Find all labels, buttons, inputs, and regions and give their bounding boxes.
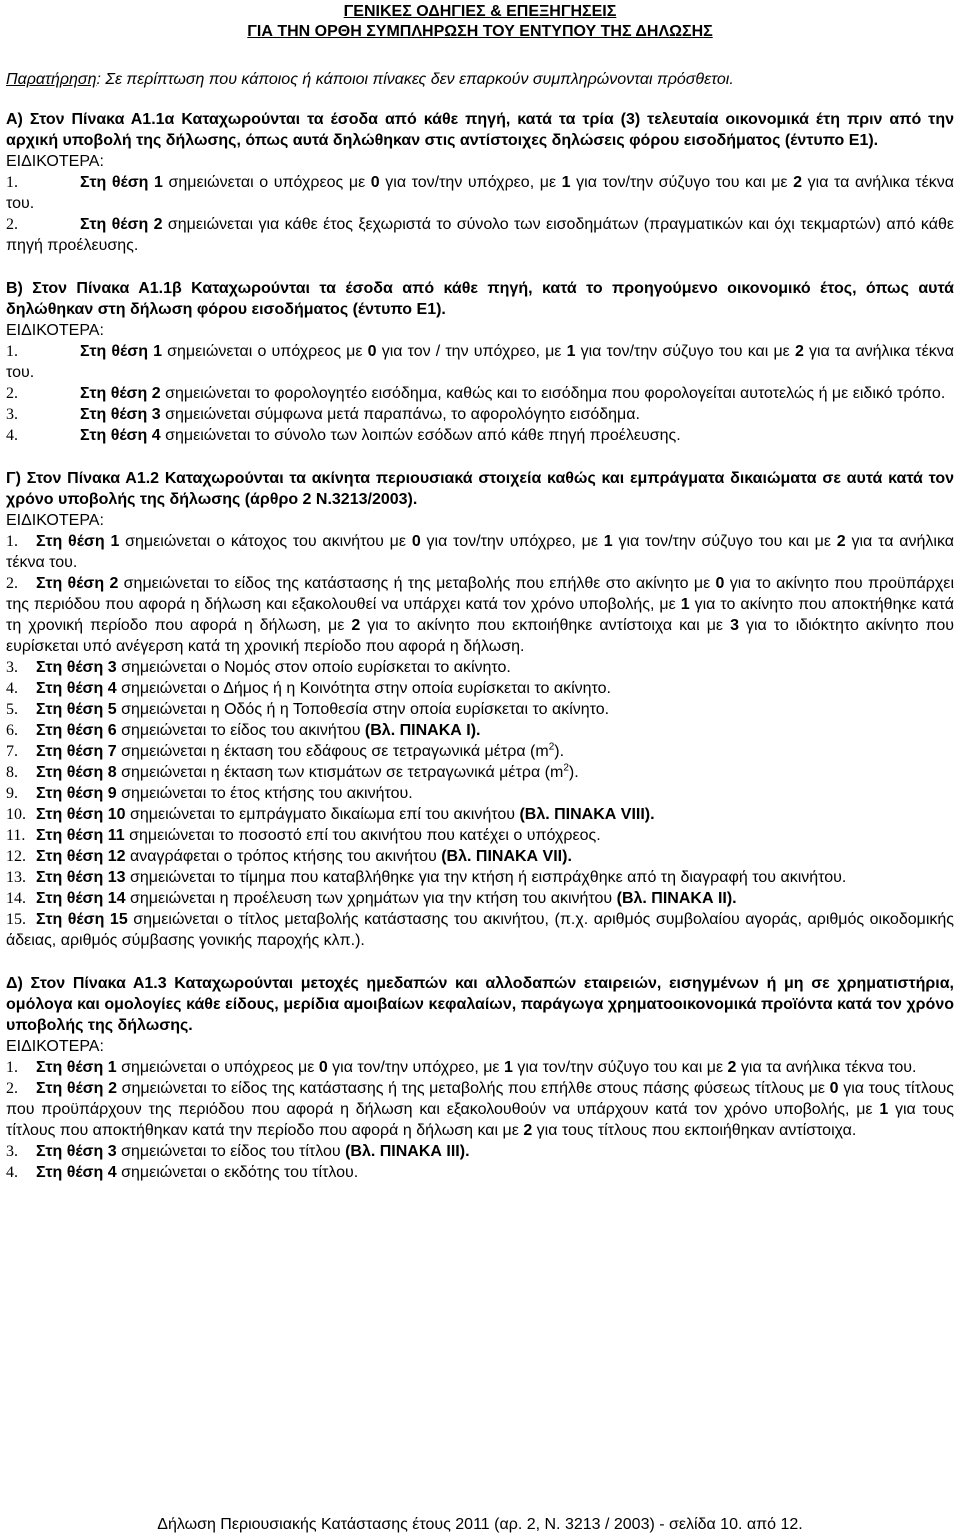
position-number: 4 [151, 427, 161, 444]
item-number: 1. [6, 343, 18, 360]
item-text: για τα ανήλικα τέκνα του. [6, 343, 954, 381]
item-number: 4. [6, 427, 18, 444]
superscript: 2 [563, 762, 569, 774]
item-number: 10. [6, 806, 26, 823]
bold-value: 1 [879, 1101, 889, 1118]
item-text: σημειώνεται σύμφωνα μετά παραπάνω, το αφορολόγητο εισόδημα. [160, 406, 640, 423]
bold-value: 1 [561, 174, 571, 191]
list-item [6, 825, 954, 846]
position-label: Στη θέση [36, 533, 105, 550]
position-label: Στη θέση [36, 1143, 104, 1160]
item-text: για τους τίτλους που προϋπάρχουν της περιόδου που αφορά η δήλωση και εξακολουθούν να υπάρχουν κατά τον χρόνο υποβολής, με [6, 1080, 955, 1118]
item-number: 12. [6, 848, 26, 865]
item-text: για τον/την υπόχρεο, με [379, 174, 562, 191]
position-label: Στη θέση [36, 743, 104, 760]
item-text: για τους τίτλους που αποκτήθηκαν κατά την περίοδο που αφορά η δήλωση και με [6, 1101, 954, 1139]
position-number: 12 [107, 848, 126, 865]
list-item [6, 172, 954, 214]
bold-value: (Βλ. ΠΙΝΑΚΑ ΙΙΙ). [345, 1143, 470, 1160]
position-number: 9 [107, 785, 117, 802]
list-item [6, 657, 954, 678]
item-text: ). [568, 764, 579, 781]
item-text: για τον/την σύζυγο του και με [512, 1059, 728, 1076]
list-item [6, 341, 954, 383]
item-text: ). [554, 743, 565, 760]
position-label: Στη θέση [36, 764, 104, 781]
superscript: 2 [548, 741, 555, 753]
bold-value: 1 [566, 343, 576, 360]
list-item [6, 741, 954, 762]
section-d-specific-label: ΕΙΔΙΚΟΤΕΡΑ: [6, 1038, 104, 1055]
header-subtitle: ΓΙΑ ΤΗΝ ΟΡΘΗ ΣΥΜΠΛΗΡΩΣΗ ΤΟΥ ΕΝΤΥΠΟΥ ΤΗΣ ΔΗΛΩΣΗΣ [247, 23, 713, 40]
section-c [6, 468, 954, 951]
section-c-items [6, 531, 954, 951]
bold-value: 2 [351, 617, 361, 634]
list-item [6, 699, 954, 720]
item-number: 9. [6, 785, 18, 802]
list-item [6, 214, 954, 256]
bold-value: (Βλ. ΠΙΝΑΚΑ Ι). [364, 722, 481, 739]
item-text: για το ακίνητο που προϋπάρχει της περιόδου που αφορά η δήλωση και εξακολουθεί να υπάρχει κατά τον χρόνο υποβολής, με [6, 575, 954, 613]
item-number: 3. [6, 406, 18, 423]
item-text: για τον/την υπόχρεο, με [327, 1059, 505, 1076]
item-number: 2. [6, 575, 18, 592]
list-item [6, 1078, 954, 1141]
list-item [6, 762, 954, 783]
position-number: 11 [107, 827, 125, 844]
position-label: Στη θέση [36, 1059, 104, 1076]
remark-text: : Σε περίπτωση που κάποιος ή κάποιοι πίνακες δεν επαρκούν συμπληρώνονται πρόσθετοι. [96, 71, 734, 88]
position-label: Στη θέση [36, 848, 104, 865]
list-item [6, 678, 954, 699]
bold-value: (Βλ. ΠΙΝΑΚΑ ΙΙ). [616, 890, 737, 907]
item-number: 2. [6, 385, 18, 402]
position-number: 2 [109, 575, 119, 592]
list-item [6, 888, 954, 909]
item-text: για τον/την υπόχρεο, με [420, 533, 604, 550]
bold-value: 2 [523, 1122, 533, 1139]
list-item [6, 846, 954, 867]
item-text: για το ακίνητο που εκποιήθηκε αντίστοιχα και με [360, 617, 731, 634]
remark-label: Παρατήρηση [6, 71, 97, 88]
section-d-intro: Δ) Στον Πίνακα Α1.3 Καταχωρούνται μετοχές ημεδαπών και αλλοδαπών εταιρειών, εισηγμένων ή μη σε χρηματιστήρια, ομόλογα και ομολογίες κάθε είδους, μερίδια αμοιβαίων κεφαλαίων, παράγωγα χρηματοοικονομικά προϊόντα κατά τον χρόνο υποβολής της δήλωσης. [6, 975, 954, 1034]
position-label: Στη θέση [80, 174, 149, 191]
bold-value: 1 [680, 596, 690, 613]
position-label: Στη θέση [36, 911, 105, 928]
bold-value: 2 [793, 174, 803, 191]
item-text: σημειώνεται η έκταση των κτισμάτων σε τετραγωνικά μέτρα (m [116, 764, 564, 781]
list-item [6, 804, 954, 825]
item-text: σημειώνεται η προέλευση των χρημάτων για την κτήση του ακινήτου [125, 890, 617, 907]
position-label: Στη θέση [36, 680, 104, 697]
item-number: 6. [6, 722, 18, 739]
position-label: Στη θέση [36, 1080, 104, 1097]
header-title: ΓΕΝΙΚΕΣ ΟΔΗΓΙΕΣ & ΕΠΕΞΗΓΗΣΕΙΣ [343, 3, 617, 20]
item-number: 1. [6, 1059, 18, 1076]
bold-value: 1 [603, 533, 613, 550]
position-number: 6 [107, 722, 117, 739]
bold-value: 0 [411, 533, 421, 550]
item-text: σημειώνεται το είδος του τίτλου [116, 1143, 346, 1160]
position-number: 14 [107, 890, 126, 907]
position-number: 4 [107, 680, 117, 697]
position-number: 15 [109, 911, 128, 928]
position-number: 1 [107, 1059, 117, 1076]
item-number: 1. [6, 533, 18, 550]
section-a-items [6, 172, 954, 256]
item-text: σημειώνεται ο υπόχρεος με [162, 343, 368, 360]
position-label: Στη θέση [36, 722, 104, 739]
item-text: σημειώνεται το εμπράγματο δικαίωμα επί του ακινήτου [125, 806, 520, 823]
item-text: σημειώνεται το τίμημα που καταβλήθηκε για την κτήση ή εισπράχθηκε από τη διαγραφή του ακινήτου. [125, 869, 847, 886]
position-number: 1 [110, 533, 120, 550]
list-item [6, 1141, 954, 1162]
position-label: Στη θέση [36, 659, 104, 676]
position-label: Στη θέση [80, 427, 148, 444]
list-item [6, 573, 954, 657]
item-text: σημειώνεται το είδος της κατάστασης ή της μεταβολής που επήλθε στους πάσης φύσεως τίτλους με [116, 1080, 830, 1097]
section-b-items [6, 341, 954, 446]
position-label: Στη θέση [36, 785, 104, 802]
item-text: σημειώνεται ο υπόχρεος με [162, 174, 371, 191]
bold-value: 3 [730, 617, 739, 634]
item-text: για τα ανήλικα τέκνα του. [736, 1059, 917, 1076]
position-label: Στη θέση [80, 343, 148, 360]
item-text: σημειώνεται το ποσοστό επί του ακινήτου που κατέχει ο υπόχρεος. [124, 827, 601, 844]
bold-value: 0 [318, 1059, 328, 1076]
bold-value: 2 [794, 343, 804, 360]
list-item [6, 867, 954, 888]
item-number: 13. [6, 869, 26, 886]
position-number: 13 [107, 869, 126, 886]
item-text: σημειώνεται ο εκδότης του τίτλου. [116, 1164, 359, 1181]
bold-value: 0 [829, 1080, 839, 1097]
item-number: 4. [6, 1164, 18, 1181]
item-text: σημειώνεται το σύνολο των λοιπών εσόδων από κάθε πηγή προέλευσης. [160, 427, 681, 444]
item-text: αναγράφεται ο τρόπος κτήσης του ακινήτου [125, 848, 442, 865]
item-text: σημειώνεται για κάθε έτος ξεχωριστά το σύνολο των εισοδημάτων (πραγματικών και όχι τεκμαρτών) από κάθε πηγή προέλευσης. [6, 216, 954, 254]
position-number: 5 [107, 701, 117, 718]
item-number: 3. [6, 659, 18, 676]
item-text: για τον/την σύζυγο του και με [575, 343, 795, 360]
section-b-specific-label: ΕΙΔΙΚΟΤΕΡΑ: [6, 322, 104, 339]
item-number: 5. [6, 701, 18, 718]
bold-value: (Βλ. ΠΙΝΑΚΑ VII). [441, 848, 572, 865]
item-number: 1. [6, 174, 18, 191]
position-label: Στη θέση [36, 1164, 104, 1181]
section-b-intro: Β) Στον Πίνακα Α1.1β Καταχωρούνται τα έσοδα από κάθε πηγή, κατά το προηγούμενο οικονομικό έτος, όπως αυτά δηλώθηκαν στη δήλωση φόρου εισοδήματος (έντυπο Ε1). [6, 280, 954, 318]
list-item [6, 425, 954, 446]
remark [6, 70, 954, 90]
page-footer: Δήλωση Περιουσιακής Κατάστασης έτους 2011 (αρ. 2, Ν. 3213 / 2003) - σελίδα 10. από 12. [157, 1516, 803, 1533]
item-text: σημειώνεται ο τίτλος μεταβολής κατάστασης του ακινήτου, (π.χ. αριθμός συμβολαίου αγοράς, αριθμός οικοδομικής άδειας, αριθμός σύμβασης γονικής παροχής κλπ.). [6, 911, 954, 949]
bold-value: (Βλ. ΠΙΝΑΚΑ VIII). [519, 806, 655, 823]
position-label: Στη θέση [36, 827, 104, 844]
item-text: για τα ανήλικα τέκνα του. [6, 174, 955, 212]
item-text: για το ιδιόκτητο ακίνητο που ευρίσκεται υπό ανέγερση κατά τη χρονική περίοδο που αφορά η δήλωση. [6, 617, 954, 655]
position-label: Στη θέση [36, 890, 104, 907]
item-text: για το ακίνητο που αποκτήθηκε κατά τη χρονική περίοδο που αφορά η δήλωση, με [6, 596, 954, 634]
bold-value: 0 [370, 174, 380, 191]
position-number: 1 [154, 174, 163, 191]
item-number: 3. [6, 1143, 18, 1160]
position-number: 3 [107, 1143, 117, 1160]
list-item [6, 531, 954, 573]
position-number: 3 [151, 406, 161, 423]
bold-value: 2 [836, 533, 846, 550]
position-label: Στη θέση [36, 701, 104, 718]
item-number: 14. [6, 890, 26, 907]
position-label: Στη θέση [80, 406, 148, 423]
position-label: Στη θέση [36, 869, 104, 886]
position-label: Στη θέση [36, 575, 105, 592]
position-number: 4 [107, 1164, 117, 1181]
item-text: για τους τίτλους που εκποιήθηκαν αντίστοιχα. [532, 1122, 857, 1139]
item-text: για τα ανήλικα τέκνα του. [6, 533, 955, 571]
position-label: Στη θέση [80, 385, 148, 402]
item-text: σημειώνεται το είδος του ακινήτου [116, 722, 365, 739]
bold-value: 0 [715, 575, 725, 592]
position-number: 8 [107, 764, 117, 781]
list-item [6, 720, 954, 741]
item-text: σημειώνεται ο Νομός στον οποίο ευρίσκεται το ακίνητο. [116, 659, 511, 676]
list-item [6, 783, 954, 804]
position-number: 2 [108, 1080, 117, 1097]
section-d-items [6, 1057, 954, 1183]
bold-value: 0 [367, 343, 377, 360]
list-item [6, 909, 954, 951]
item-text: σημειώνεται ο κάτοχος του ακινήτου με [119, 533, 412, 550]
item-number: 11. [6, 827, 26, 844]
document-header [6, 0, 954, 42]
position-label: Στη θέση [80, 216, 149, 233]
list-item [6, 404, 954, 425]
section-a-intro: Α) Στον Πίνακα Α1.1α Καταχωρούνται τα έσοδα από κάθε πηγή, κατά τα τρία (3) τελευταία οικονομικά έτη πριν από την αρχική υποβολή της δήλωσης, όπως αυτά δηλώθηκαν στις αντίστοιχες δηλώσεις φόρου εισοδήματος (έντυπο Ε1). [6, 111, 954, 149]
list-item [6, 1057, 954, 1078]
list-item [6, 1162, 954, 1183]
item-number: 15. [6, 911, 26, 928]
position-number: 3 [107, 659, 117, 676]
item-text: σημειώνεται το είδος της κατάστασης ή της μεταβολής που επήλθε στο ακίνητο με [118, 575, 716, 592]
item-text: σημειώνεται η Οδός ή η Τοποθεσία στην οποία ευρίσκεται το ακίνητο. [116, 701, 610, 718]
bold-value: 1 [504, 1059, 513, 1076]
item-text: σημειώνεται το φορολογητέο εισόδημα, καθώς και το εισόδημα που φορολογείται αυτοτελώς ή με ειδικό τρόπο. [160, 385, 946, 402]
item-number: 8. [6, 764, 18, 781]
section-a [6, 109, 954, 256]
item-text: για τον/την σύζυγο του και με [612, 533, 837, 550]
item-text: σημειώνεται ο υπόχρεος με [116, 1059, 319, 1076]
position-number: 1 [153, 343, 163, 360]
section-b [6, 278, 954, 446]
position-number: 7 [107, 743, 117, 760]
section-a-specific-label: ΕΙΔΙΚΟΤΕΡΑ: [6, 153, 104, 170]
position-label: Στη θέση [36, 806, 104, 823]
item-number: 2. [6, 216, 18, 233]
bold-value: 2 [727, 1059, 737, 1076]
position-number: 2 [153, 216, 163, 233]
section-c-specific-label: ΕΙΔΙΚΟΤΕΡΑ: [6, 512, 104, 529]
item-text: σημειώνεται το έτος κτήσης του ακινήτου. [116, 785, 413, 802]
section-d [6, 973, 954, 1183]
item-number: 4. [6, 680, 18, 697]
item-number: 2. [6, 1080, 18, 1097]
item-text: σημειώνεται ο Δήμος ή η Κοινότητα στην οποία ευρίσκεται το ακίνητο. [116, 680, 611, 697]
item-number: 7. [6, 743, 18, 760]
position-number: 2 [151, 385, 161, 402]
item-text: σημειώνεται η έκταση του εδάφους σε τετραγωνικά μέτρα (m [116, 743, 549, 760]
position-number: 10 [107, 806, 126, 823]
list-item [6, 383, 954, 404]
section-c-intro: Γ) Στον Πίνακα Α1.2 Καταχωρούνται τα ακίνητα περιουσιακά στοιχεία καθώς και εμπράγματα δικαιώματα σε αυτά κατά τον χρόνο υποβολής της δήλωσης (άρθρο 2 Ν.3213/2003). [6, 470, 954, 508]
item-text: για τον / την υπόχρεο, με [376, 343, 567, 360]
item-text: για τον/την σύζυγο του και με [570, 174, 794, 191]
